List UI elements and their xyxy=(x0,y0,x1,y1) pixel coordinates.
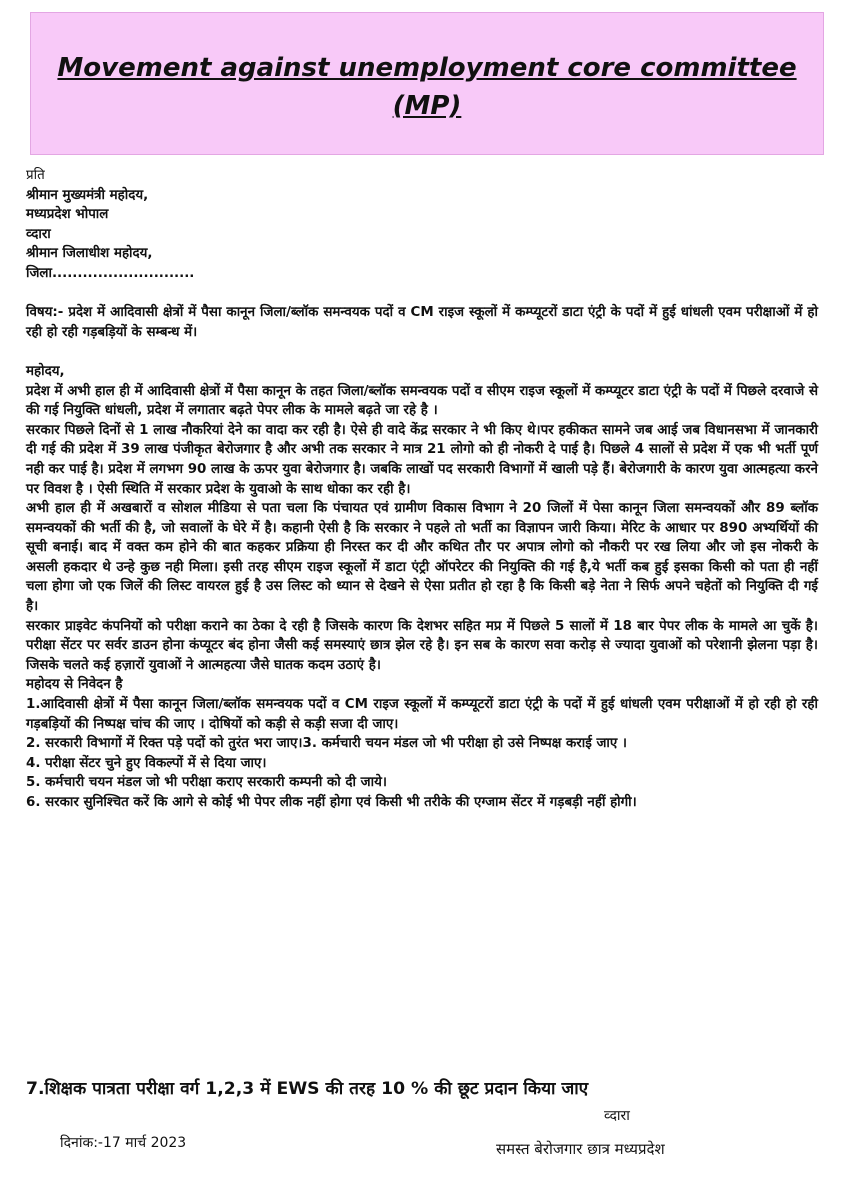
demand-2-3: 2. सरकारी विभागों में रिक्त पड़े पदों को तुरंत भरा जाए।3. कर्मचारी चयन मंडल जो भी परीक्षा हो उसे निष्पक्ष कराई जाए । xyxy=(26,736,627,752)
demand-4: 4. परीक्षा सेंटर चुने हुए विकल्पों में से दिया जाए। xyxy=(26,755,267,771)
footer-via: व्दारा xyxy=(604,1108,630,1124)
signatory: समस्त बेरोजगार छात्र मध्यप्रदेश xyxy=(496,1140,665,1158)
paragraph-1: प्रदेश में अभी हाल ही में आदिवासी क्षेत्रों में पैसा कानून के तहत जिला/ब्लॉक समन्वयक पदों व सीएम राइज स्कूलों में कम्प्यूटर डाटा एंट्री के पदों में पिछले दरवाजे से की गई नियुक्ति धांधली, प्रदेश में लगातार बढ़ते पेपर लीक के मामले बढ़ते जा रहे है । xyxy=(26,383,819,419)
request-heading: महोदय से निवेदन है xyxy=(26,677,123,693)
document-title xyxy=(31,49,823,125)
paragraph-4: सरकार प्राइवेट कंपनियों को परीक्षा कराने का ठेका दे रही है जिसके कारण कि देशभर सहित मप्र में पिछले 5 सालों में 18 बार पेपर लीक के मामले आ चुकें है। परीक्षा सेंटर पर सर्वर डाउन होना कंप्यूटर बंद होना जैसी कई समस्याएं छात्र झेल रहे है। इन सब के कारण सवा करोड़ से ज्यादा युवाओं को परेशानी झेलना पड़ा है। जिसके चलते कई हज़ारों युवाओं ने आत्महत्या जैसे घातक कदम उठाएं है। xyxy=(26,618,818,673)
letter-body xyxy=(26,166,818,813)
header-banner xyxy=(30,12,824,155)
salutation: महोदय, xyxy=(26,363,65,379)
address-via: व्दारा xyxy=(26,226,51,242)
address-to: श्रीमान मुख्यमंत्री महोदय, xyxy=(26,187,149,203)
title-line-1: Movement against unemployment core committee xyxy=(57,53,797,83)
demand-7: 7.शिक्षक पात्रता परीक्षा वर्ग 1,2,3 में EWS की तरह 10 % की छूट प्रदान किया जाए xyxy=(26,1079,589,1099)
demand-1: 1.आदिवासी क्षेत्रों में पैसा कानून जिला/ब्लॉक समन्वयक पदों व CM राइज स्कूलों में कम्प्यूटरों डाटा एंट्री के पदों में हुई धांधली एवम परीक्षाओं में हो रही हो रही गड़बड़ियों की निष्पक्ष चांच की जाए । दोषियों को कड़ी से कड़ी सजा दी जाए। xyxy=(26,697,818,732)
paragraph-3: अभी हाल ही में अखबारों व सोशल मीडिया से पता चला कि पंचायत एवं ग्रामीण विकास विभाग ने 20 जिलों में पेसा कानून जिला समन्वयकों और 89 ब्लॉक समन्वयकों की भर्ती की है, जो सवालों के घेरे में है। कहानी ऐसी है कि सरकार ने पहले तो भर्ती का विज्ञापन जारी किया। मेरिट के आधार पर 890 अभ्यर्थियों की सूची बनाई। बाद में वक्त कम होने की बात कहकर प्रक्रिया ही निरस्त कर दी और कथित तौर पर अपात्र लोगो को नौकरी पर रख लिया और जो इस नोकरी के असली हकदार थे उन्हे कुछ नही मिला। इसी तरह सीएम राइज स्कूलों में डाटा एंट्री ऑपरेटर की नियुक्ति की गई है,ये भर्ती कब हुई इसका किसी को पता ही नहीं चला होगा जो एक जिलें की लिस्ट वायरल हुई है उस लिस्ट को ध्यान से देखने से ऐसा प्रतीत हो रहा है कि किसी बड़े नेता ने सिर्फ अपने चहेतों को नियुक्ति दी गई है। xyxy=(26,501,818,615)
demand-5: 5. कर्मचारी चयन मंडल जो भी परीक्षा कराए सरकारी कम्पनी को दी जाये। xyxy=(26,775,387,791)
address-prati: प्रति xyxy=(26,168,45,183)
demand-6: 6. सरकार सुनिश्चित करें कि आगे से कोई भी पेपर लीक नहीं होगा एवं किसी भी तरीके की एग्जाम सेंटर में गड़बड़ी नहीं होगी। xyxy=(26,795,637,810)
address-state: मध्यप्रदेश भोपाल xyxy=(26,207,109,223)
address-district: जिला............................ xyxy=(26,265,195,281)
address-collector: श्रीमान जिलाधीश महोदय, xyxy=(26,246,153,262)
paragraph-2: सरकार पिछले दिनों से 1 लाख नौकरियां देने का वादा कर रही है। ऐसे ही वादे केंद्र सरकार ने भी किए थे।पर हकीकत सामने जब आई जब विधानसभा में जानकारी दी गई की प्रदेश में 39 लाख पंजीकृत बेरोजगार है और अभी तक सरकार ने मात्र 21 लोगो को ही नोकरी दे पाई है। पिछले 4 सालों से प्रदेश में एक भी भर्ती पूर्ण नही कर पाई है। प्रदेश में लगभग 90 लाख के ऊपर युवा बेरोजगार है। जबकि लाखों पद सरकारी विभागों में खाली पड़े हैं। बेरोजगारी के कारण युवा आत्महत्या करने पर विवश है । ऐसी स्थिति में सरकार प्रदेश के युवाओ के साथ धोका कर रही है। xyxy=(26,422,818,497)
letter-date: दिनांक:-17 मार्च 2023 xyxy=(60,1135,187,1151)
subject-line: विषय:- प्रदेश में आदिवासी क्षेत्रों में पैसा कानून जिला/ब्लॉक समन्वयक पदों व CM राइज स्कूलों में कम्प्यूटरों डाटा एंट्री के पदों में हुई धांधली एवम परीक्षाओं में हो रही हो रही गड़बड़ियों के सम्बन्ध में। xyxy=(26,305,818,340)
title-line-2: (MP) xyxy=(392,91,462,121)
